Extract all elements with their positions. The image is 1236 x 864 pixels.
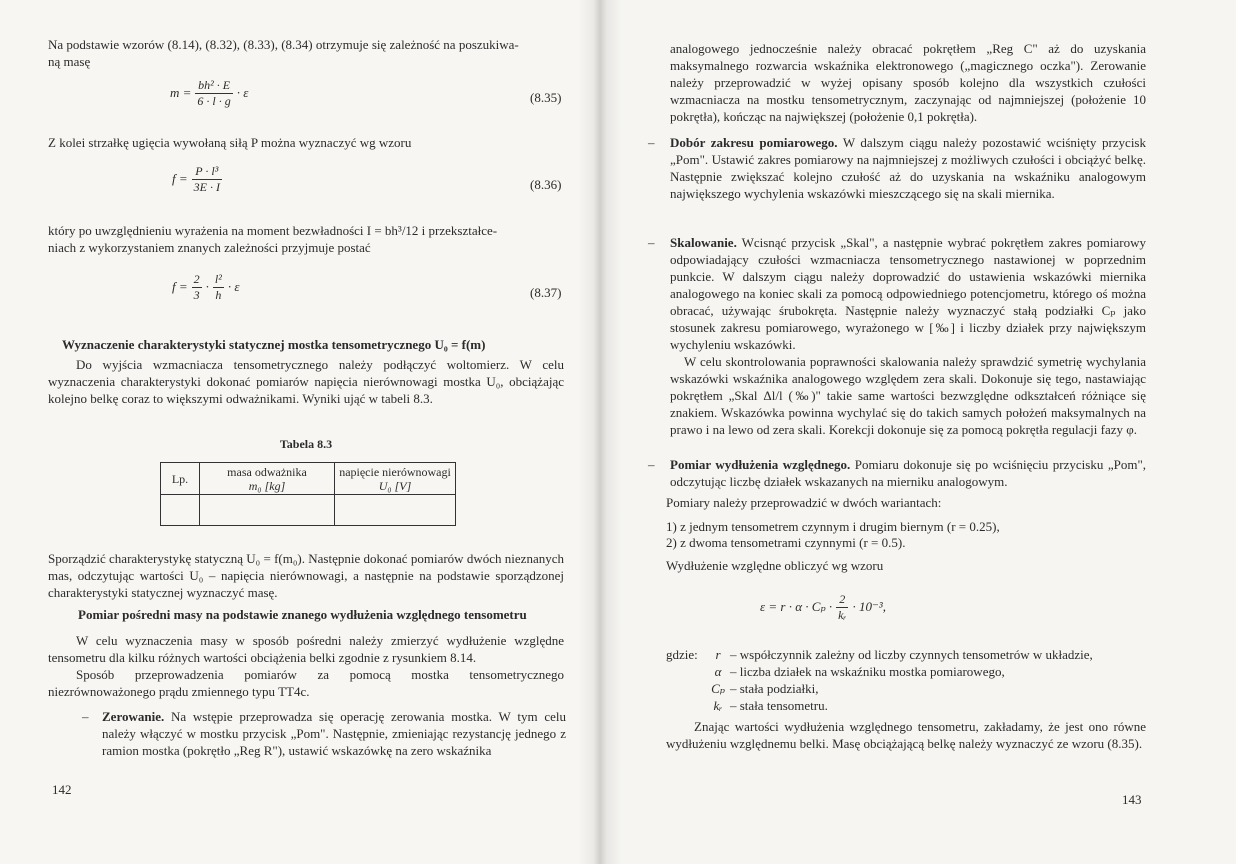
paragraph-make-characteristic: Sporządzić charakterystykę statyczną U₀ = f(m₀). Następnie dokonać pomiarów dwóch nieznanych mas, odczytując wartości U₀ – napięcia nierównowagi, a następnie na podstawie sporządzonej charakterystyki statycznej wyznaczyć masę. [48, 551, 564, 600]
list-item [666, 663, 1093, 680]
page-number-left: 142 [52, 782, 72, 797]
eq-denominator: 3 [193, 288, 200, 302]
def-symbol: α [714, 664, 722, 679]
paragraph-measurement-method: Sposób przeprowadzenia pomiarów za pomocą mostka tensometrycznego niezrównoważonego prądu zmiennego typu TT4c. [48, 667, 564, 699]
def-description: – współczynnik zależny od liczby czynnych tensometrów w układzie, [730, 647, 1093, 662]
eq-fraction-2 [213, 272, 224, 303]
list-item-text [670, 234, 1146, 353]
text-line-2: niach z wykorzystaniem znanych zależności przyjmuje postać [48, 240, 371, 255]
table-row [161, 495, 456, 526]
left-page [0, 0, 600, 864]
eq-tail: · 10⁻³, [852, 599, 886, 615]
where-label: gdzie: [666, 647, 698, 662]
list-item-zeroing [82, 708, 566, 759]
text-line-1: który po uwzględnieniu wyrażenia na moment bezwładności I = bh³/12 i przekształce- [48, 223, 498, 238]
header-line: m₀ [kg] [248, 478, 286, 493]
text-before-8-36: Z kolei strzałkę ugięcia wywołaną siłą P można wyznaczyć wg wzoru [48, 135, 412, 150]
header-line: masa odważnika [227, 464, 307, 479]
table-cell [161, 495, 200, 526]
eq-denominator: 3E · I [193, 180, 220, 194]
list-item-body: Pomiaru dokonuje się po wciśnięciu przycisku „Pom", odczytując liczbę działek wskazanych na mierniku analogowym. [670, 457, 1146, 489]
eq-numerator: 2 [836, 592, 848, 608]
list-item-body: W dalszym ciągu należy pozostawić wciśnięty przycisk „Pom". Ustawić zakres pomiarowy na najmniejszej z możliwych czułości i obciążyć belkę. Następnie zwiększać kolejno czułość aż do uzyskania na wskaźniku analogowym największego wychylenia wskazówki mieszczącego się na skali miernika. [670, 135, 1146, 201]
eq-fraction-1 [192, 272, 202, 303]
paragraph-static-characteristic: Do wyjścia wzmacniacza tensometrycznego należy podłączyć woltomierz. W celu wyznaczenia charakterystyki dokonać pomiarów napięcia nierównowagi mostka U₀, obciążając kolejno belkę coraz to większymi odważnikami. Wyniki ująć w tabeli 8.3. [48, 357, 564, 406]
list-item-title: Dobór zakresu pomiarowego. [670, 135, 838, 150]
equation-8-37: f = $\frac{2}{3}$ · $\frac{\text{l²}}{h}$ · ε [172, 272, 240, 302]
eq-denominator: 6 · l · g [197, 94, 231, 108]
equation-8-35 [170, 78, 248, 109]
eq-denominator: h [215, 288, 222, 302]
def-symbol: r [715, 647, 721, 662]
equation-number-8-37: (8.37) [530, 285, 562, 300]
list-item-title: Pomiar wydłużenia względnego. [670, 457, 851, 472]
section-heading-indirect-mass: Pomiar pośredni masy na podstawie znanego wydłużenia względnego tensometru [78, 607, 527, 622]
variants-intro: Pomiary należy przeprowadzić w dwóch wariantach: [666, 495, 942, 510]
list-item [666, 697, 1093, 714]
table-caption: Tabela 8.3 [279, 437, 333, 451]
intro-text [48, 36, 564, 70]
list-item-text [102, 708, 566, 759]
book-gutter [578, 0, 622, 864]
table-header-voltage [335, 463, 456, 495]
list-item-title: Skalowanie. [670, 235, 737, 250]
eq-tail: · ε [227, 279, 240, 295]
eq-tail: · ε [236, 85, 249, 101]
eq-lhs: f = [172, 279, 188, 295]
list-item-title: Zerowanie. [102, 709, 165, 724]
intro-line-1: Na podstawie wzorów (8.14), (8.32), (8.33), (8.34) otrzymuje się zależność na poszukiwa- [48, 37, 519, 52]
equation-8-36 [172, 164, 222, 195]
eq-numerator: bh² · E [195, 78, 232, 94]
table-cell [200, 495, 335, 526]
list-item-text [670, 456, 1146, 490]
bullet-dash: – [648, 135, 655, 150]
page-number-right: 143 [1122, 792, 1142, 807]
eq-denominator: kᵣ [838, 608, 847, 622]
paragraph-continued: analogowego jednocześnie należy obracać pokrętłem „Reg C" aż do uzyskania maksymalnego rozwarcia wskaźnika elektronowego („magicznego oczka"). Zerowanie należy przeprowadzić w wyżej opisany sposób kolejno dla wszystkich czułości wzmacniacza na mostku tensometrycznym, zaczynając od najmniejszej (położenie 10 pokrętła), kończąc na największej (położenie 0,1 pokrętła). [670, 41, 1146, 124]
equation-number-8-35: (8.35) [530, 90, 562, 105]
list-item-elongation [648, 456, 1146, 490]
right-page [600, 0, 1236, 864]
eq-fraction [192, 164, 222, 195]
bullet-dash: – [648, 235, 655, 250]
bullet-dash: – [648, 457, 655, 472]
list-item-body: Wcisnąć przycisk „Skal", a następnie wybrać pokrętłem zakres pomiarowy odpowiadający czułości wzmacniacza tensometrycznego nastawionej w poprzednim punkcie. W dalszym ciągu należy doprowadzić do ustawienia wskazówki miernika analogowego na koniec skali za pomocą odpowiedniego potencjometru, którego oś można obracać, używając śrubokręta. Następnie należy wyznaczyć stałą podziałki Cₚ jako stosunek zakresu pomiarowego, wyrażonego w [‰] i liczby działek przy największym wychyleniu wskazówki. [670, 235, 1146, 352]
table-header-lp: Lp. [161, 463, 200, 495]
def-description: – stała podziałki, [730, 681, 819, 696]
formula-intro: Wydłużenie względne obliczyć wg wzoru [666, 558, 884, 573]
def-symbol: kᵣ [713, 698, 723, 713]
eq-fraction [195, 78, 232, 109]
list-item [666, 680, 1093, 697]
list-item-text [670, 134, 1146, 202]
table-cell [335, 495, 456, 526]
def-symbol: Cₚ [711, 681, 725, 696]
list-item-range [648, 134, 1146, 202]
definitions-block [666, 646, 1146, 714]
section-heading-static-characteristic: Wyznaczenie charakterystyki statycznej mostka tensometrycznego U₀ = f(m) [62, 337, 486, 352]
list-item [666, 646, 1093, 663]
text-before-8-37 [48, 222, 564, 256]
header-line: napięcie nierównowagi [339, 464, 451, 479]
header-line: U₀ [V] [378, 478, 412, 493]
list-item-body-2: W celu skontrolowania poprawności skalowania należy sprawdzić symetrię wychylania wskazówki wskaźnika analogowego względem zera skali. Dokonuje się tego, nastawiając pokrętłem „Skal Δl/l (‰)" takie same wartości bezwzględne odkształceń różniące się znakiem. Wskazówka powinna wychylać się do takich samych położeń maksymalnych na prawo i na lewo od zera skali. Korekcji dokonuje się za pomocą pokrętła regulacji fazy φ. [670, 354, 1146, 437]
variant-1: 1) z jednym tensometrem czynnym i drugim biernym (r = 0.25), [666, 519, 1000, 534]
definitions-list [666, 646, 1093, 714]
table-8-3 [160, 462, 456, 526]
bullet-dash: – [82, 709, 89, 724]
list-item-body: Na wstępie przeprowadza się operację zerowania mostka. W tym celu należy włączyć w mostku przycisk „Pom". Następnie, zmieniając rezystancję jednego z ramion mostka (pokrętło „Reg R"), ustawić wskazówkę na zero wskaźnika [102, 709, 566, 758]
list-item-scaling [648, 234, 1146, 438]
equation-number-8-36: (8.36) [530, 177, 562, 192]
eq-fraction [836, 592, 848, 623]
intro-line-2: ną masę [48, 54, 91, 69]
eq-numerator: P · l³ [192, 164, 222, 180]
eq-lhs: ε = r · α · Cₚ · [760, 599, 833, 615]
eq-numerator: 2 [193, 272, 200, 286]
eq-numerator: l² [214, 272, 222, 286]
table-header-mass [200, 463, 335, 495]
closing-paragraph: Znając wartości wydłużenia względnego tensometru, zakładamy, że jest ono równe wydłużeniu względnemu belki. Masę obciążającą belkę należy wyznaczyć ze wzoru (8.35). [666, 719, 1146, 751]
variant-2: 2) z dwoma tensometrami czynnymi (r = 0.5). [666, 535, 906, 550]
def-description: – stała tensometru. [730, 698, 828, 713]
equation-elongation [760, 592, 886, 623]
def-description: – liczba działek na wskaźniku mostka pomiarowego, [730, 664, 1005, 679]
eq-lhs: m = [170, 85, 192, 101]
paragraph-indirect-mass: W celu wyznaczenia masy w sposób pośredni należy zmierzyć wydłużenie względne tensometru dla kilku różnych wartości obciążenia belki zgodnie z rysunkiem 8.14. [48, 633, 564, 665]
eq-lhs: f = [172, 171, 188, 187]
